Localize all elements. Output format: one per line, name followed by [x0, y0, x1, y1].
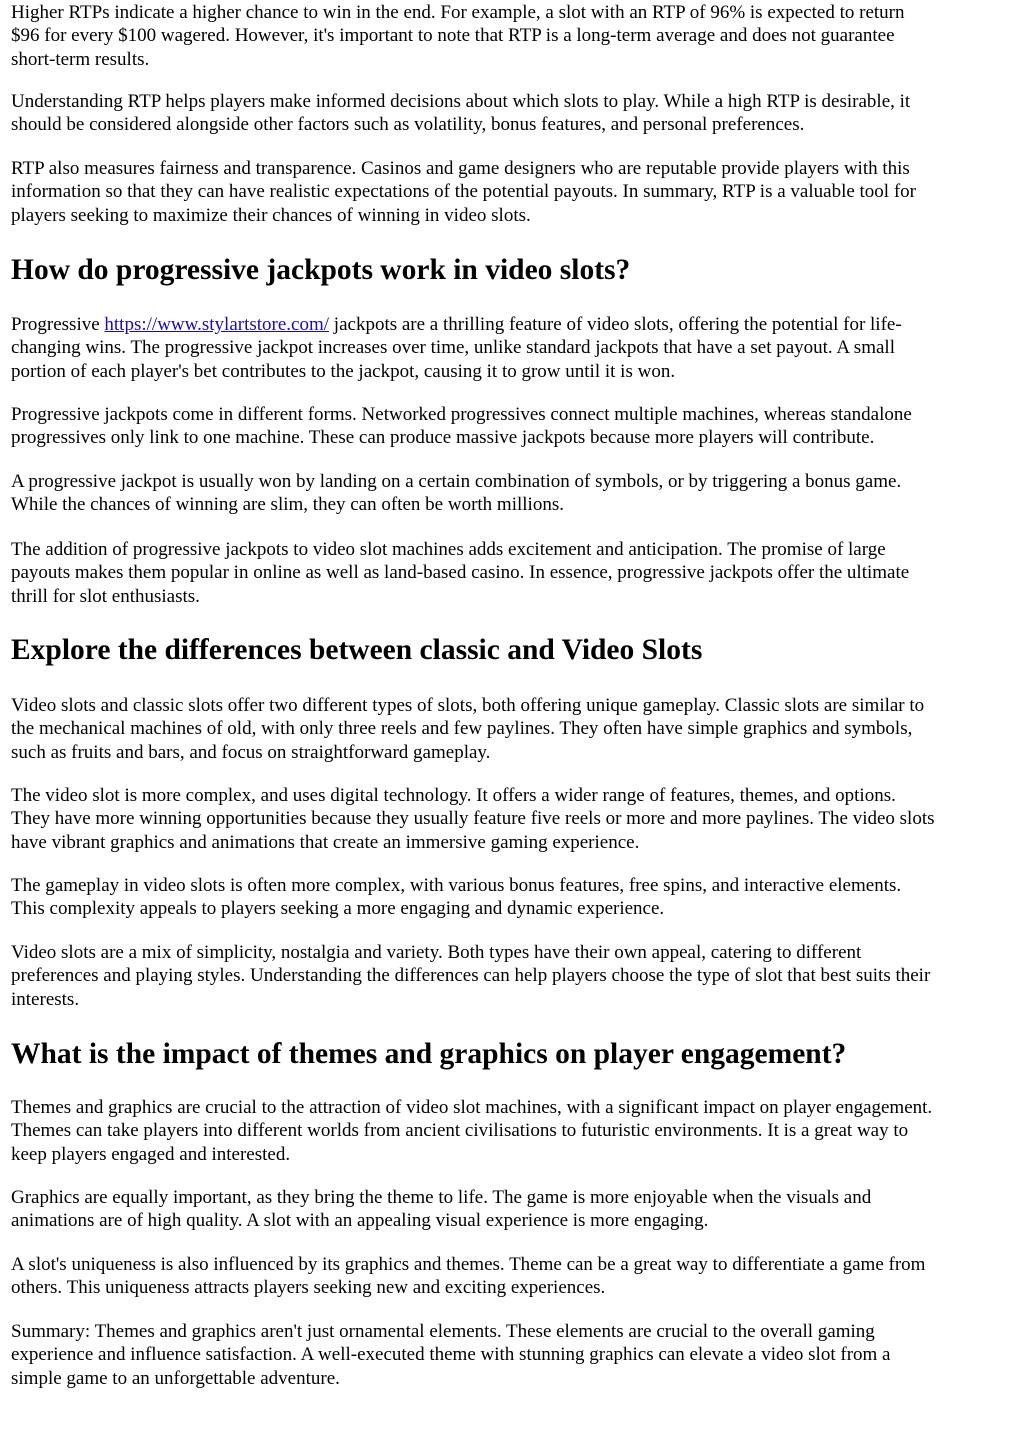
themes-graphics-heading: What is the impact of themes and graphics on player engagement?: [11, 1038, 847, 1070]
stylartstore-link[interactable]: https://www.stylartstore.com/: [104, 314, 330, 335]
progressive-paragraph-1-lead: Progressive: [11, 314, 105, 335]
rtp-paragraph-2: Understanding RTP helps players make informed decisions about which slots to play. While a high RTP is desirable, it should be considered alongside other factors such as volatility, bonus features, and personal preferences.: [11, 91, 911, 136]
themes-paragraph-3: A slot's uniqueness is also influenced by its graphics and themes. Theme can be a great way to differentiate a game from others. This uniqueness attracts players seeking new and exciting experiences.: [11, 1254, 926, 1299]
rtp-paragraph-3: RTP also measures fairness and transparence. Casinos and game designers who are reputable provide players with this information so that they can have realistic expectations of the potential payouts. In summary, RTP is a valuable tool for players seeking to maximize their chances of winning in video slots.: [11, 158, 916, 226]
progressive-paragraph-1: [11, 313, 1024, 383]
themes-paragraph-2: Graphics are equally important, as they bring the theme to life. The game is more enjoyable when the visuals and animations are of high quality. A slot with an appealing visual experience is more engaging.: [11, 1187, 872, 1232]
progressive-paragraph-4: The addition of progressive jackpots to video slot machines adds excitement and anticipation. The promise of large payouts makes them popular in online as well as land-based casino. In essence, progressive jackpots offer the ultimate thrill for slot enthusiasts.: [11, 539, 910, 607]
themes-paragraph-1: Themes and graphics are crucial to the attraction of video slot machines, with a significant impact on player engagement. Themes can take players into different worlds from ancient civilisations to futuristic environments. It is a great way to keep players engaged and interested.: [11, 1097, 933, 1165]
progressive-paragraph-3: A progressive jackpot is usually won by landing on a certain combination of symbols, or by triggering a bonus game. While the chances of winning are slim, they can often be worth millions.: [11, 471, 902, 516]
progressive-paragraph-2: Progressive jackpots come in different forms. Networked progressives connect multiple machines, whereas standalone progressives only link to one machine. These can produce massive jackpots because more players will contribute.: [11, 404, 912, 449]
rtp-paragraph-1: Higher RTPs indicate a higher chance to win in the end. For example, a slot with an RTP of 96% is expected to return $96 for every $100 wagered. However, it's important to note that RTP is a long-term average and does not guarantee short-term results.: [11, 2, 905, 70]
classic-vs-video-paragraph-1: Video slots and classic slots offer two different types of slots, both offering unique gameplay. Classic slots are similar to the mechanical machines of old, with only three reels and few paylines. They often have simple graphics and symbols, such as fruits and bars, and focus on straightforward gameplay.: [11, 695, 925, 763]
progressive-paragraph-1-rest: jackpots are a thrilling feature of video slots, offering the potential for life- changing wins. The progressive jackpot increases over time, unlike standard jackpots that have a set payout. A small portion of each player's bet contributes to the jackpot, causing it to grow until it is won.: [11, 314, 902, 382]
classic-vs-video-paragraph-2: The video slot is more complex, and uses digital technology. It offers a wider range of features, themes, and options. They have more winning opportunities because they usually feature five reels or more and more paylines. The video slots have vibrant graphics and animations that create an immersive gaming experience.: [11, 785, 935, 853]
classic-vs-video-paragraph-3: The gameplay in video slots is often more complex, with various bonus features, free spins, and interactive elements. This complexity appeals to players seeking a more engaging and dynamic experience.: [11, 875, 902, 920]
classic-vs-video-heading: Explore the differences between classic and Video Slots: [11, 634, 703, 666]
progressive-jackpots-heading: How do progressive jackpots work in video slots?: [11, 254, 631, 286]
themes-paragraph-4: Summary: Themes and graphics aren't just ornamental elements. These elements are crucial to the overall gaming experience and influence satisfaction. A well-executed theme with stunning graphics can elevate a video slot from a simple game to an unforgettable adventure.: [11, 1321, 891, 1389]
classic-vs-video-paragraph-4: Video slots are a mix of simplicity, nostalgia and variety. Both types have their own appeal, catering to different preferences and playing styles. Understanding the differences can help players choose the type of slot that best suits their interests.: [11, 942, 931, 1010]
